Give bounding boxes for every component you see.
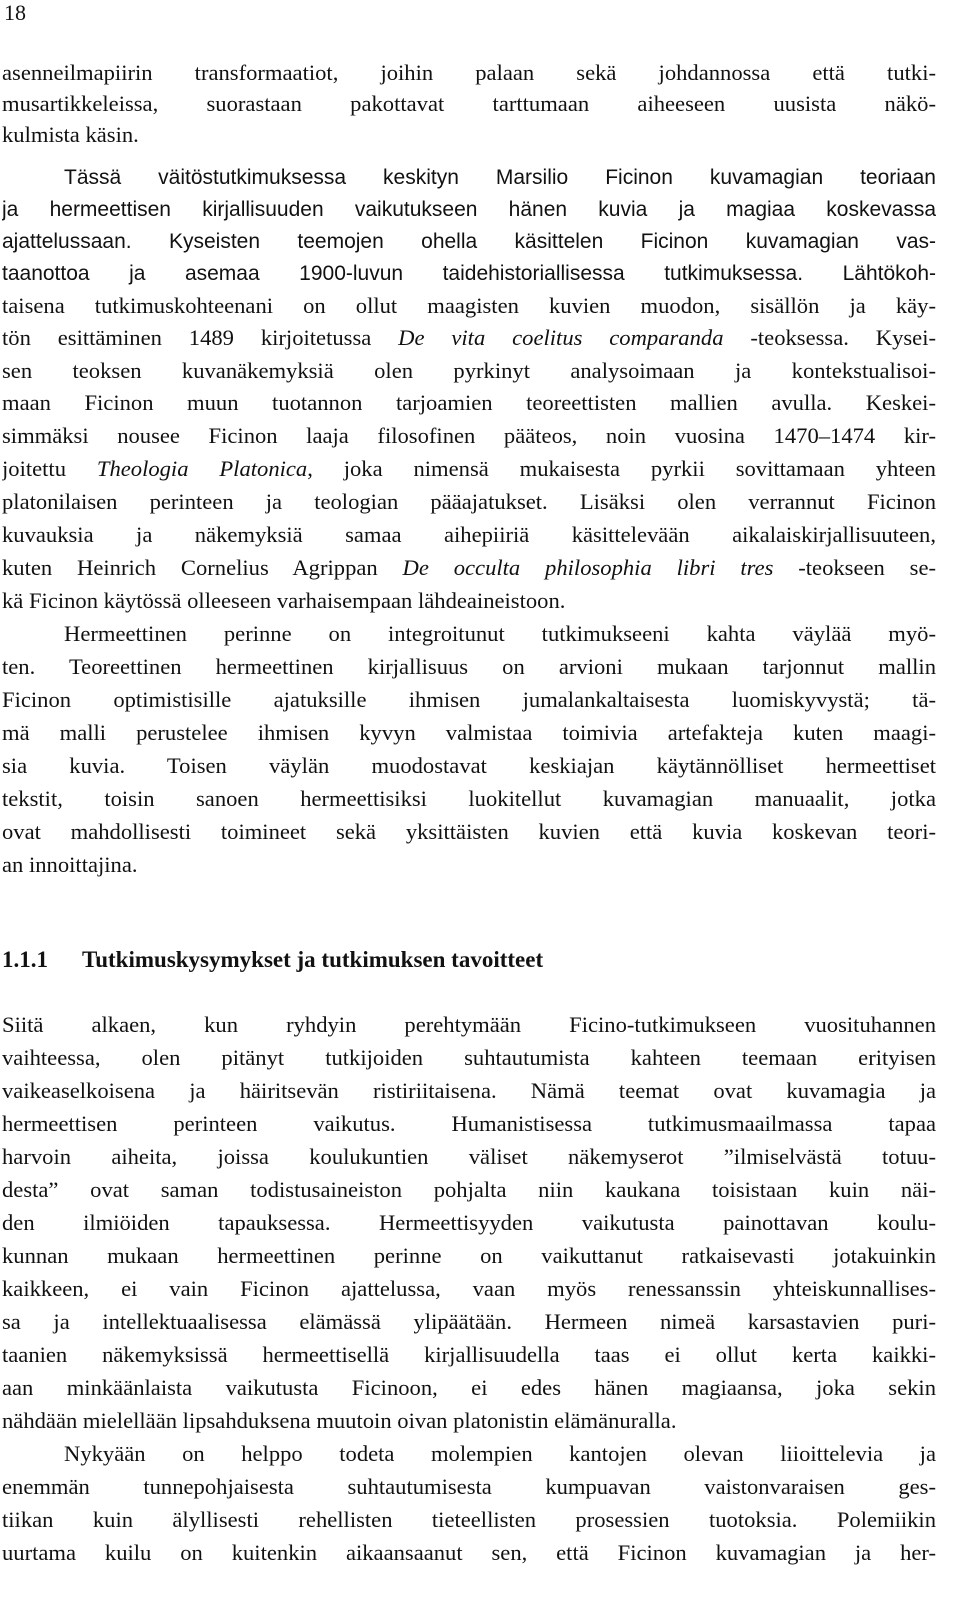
text-line: kuvauksia ja näkemyksiä samaa aihepiiriä käsittelevään aikalaiskirjallisuuteen, bbox=[2, 522, 936, 547]
text-line: ten. Teoreettinen hermeettinen kirjallisuus on arvioni mukaan tarjonnut mallin bbox=[2, 654, 936, 679]
section-title: Tutkimuskysymykset ja tutkimuksen tavoitteet bbox=[82, 947, 544, 972]
text-line: den ilmiöiden tapauksessa. Hermeettisyyden vaikutusta painottavan koulu- bbox=[2, 1210, 936, 1235]
text-line: enemmän tunnepohjaisesta suhtautumisesta kumpuavan vaistonvaraisen ges- bbox=[2, 1474, 936, 1499]
text-line: aan minkäänlaista vaikutusta Ficinoon, ei edes hänen magiaansa, joka sekin bbox=[2, 1375, 936, 1400]
text-segment: kuten Heinrich Cornelius Agrippan bbox=[2, 555, 403, 580]
text-line: an innoittajina. bbox=[2, 852, 138, 877]
text-line: hermeettisen perinteen vaikutus. Humanistisessa tutkimusmaailmassa tapaa bbox=[2, 1111, 936, 1136]
text-line: simmäksi nousee Ficinon laaja filosofinen pääteos, noin vuosina 1470–1474 kir- bbox=[2, 423, 936, 448]
text-segment: -teokseen se- bbox=[773, 555, 936, 580]
text-line: taanottoa ja asemaa 1900-luvun taidehistoriallisessa tutkimuksessa. Lähtökoh- bbox=[2, 262, 936, 285]
text-line: uurtama kuilu on kuitenkin aikaansaanut sen, että Ficinon kuvamagian ja her- bbox=[2, 1540, 936, 1565]
text-line: taisena tutkimuskohteenani on ollut maagisten kuvien muodon, sisällön ja käy- bbox=[2, 293, 936, 318]
text-line: Siitä alkaen, kun ryhdyin perehtymään Ficino-tutkimukseen vuosituhannen bbox=[2, 1012, 936, 1037]
text-line: kä Ficinon käytössä olleeseen varhaisempaan lähdeaineistoon. bbox=[2, 588, 566, 613]
text-line: musartikkeleissa, suorastaan pakottavat tarttumaan aiheeseen uusista näkö- bbox=[2, 91, 936, 116]
section-heading bbox=[2, 945, 936, 975]
text-segment: , joka nimensä mukaisesta pyrkii sovittamaan yhteen bbox=[307, 456, 936, 481]
text-line bbox=[2, 553, 936, 583]
section-number: 1.1.1 bbox=[2, 947, 48, 972]
text-line: maan Ficinon muun tuotannon tarjoamien teoreettisten mallien avulla. Keskei- bbox=[2, 390, 936, 415]
text-line: kaikkeen, ei vain Ficinon ajattelussa, vaan myös renessanssin yhteiskunnallises- bbox=[2, 1276, 936, 1301]
text-line: ja hermeettisen kirjallisuuden vaikutukseen hänen kuvia ja magiaa koskevassa bbox=[2, 198, 936, 221]
text-line: mä malli perustelee ihmisen kyvyn valmistaa toimivia artefakteja kuten maagi- bbox=[2, 720, 936, 745]
work-title: Theologia Platonica bbox=[96, 456, 308, 481]
text-line: vaikeaselkoisena ja häiritsevän ristiriitaisena. Nämä teemat ovat kuvamagia ja bbox=[2, 1078, 936, 1103]
text-line bbox=[2, 454, 936, 484]
text-segment: joitettu bbox=[2, 456, 97, 481]
text-line: Nykyään on helppo todeta molempien kantojen olevan liioittelevia ja bbox=[64, 1441, 936, 1466]
page-number: 18 bbox=[4, 0, 26, 25]
text-line: sa ja intellektuaalisessa elämässä ylipäätään. Hermeen nimeä karsastavien puri- bbox=[2, 1309, 936, 1334]
text-line: tiikan kuin älyllisesti rehellisten tieteellisten prosessien tuotoksia. Polemiikin bbox=[2, 1507, 936, 1532]
text-line: kunnan mukaan hermeettinen perinne on vaikuttanut ratkaisevasti jotakuinkin bbox=[2, 1243, 936, 1268]
text-line: Ficinon optimistisille ajatuksille ihmisen jumalankaltaisesta luomiskyvystä; tä- bbox=[2, 687, 936, 712]
text-line: tekstit, toisin sanoen hermeettisiksi luokitellut kuvamagian manuaalit, jotka bbox=[2, 786, 936, 811]
text-line: vaihteessa, olen pitänyt tutkijoiden suhtautumista kahteen teemaan erityisen bbox=[2, 1045, 936, 1070]
text-line: nähdään mielellään lipsahduksena muutoin oivan platonistin elämänuralla. bbox=[2, 1408, 677, 1433]
text-line: kulmista käsin. bbox=[2, 122, 139, 147]
text-line: harvoin aiheita, joissa koulukuntien väliset näkemyserot ”ilmiselvästä totuu- bbox=[2, 1144, 936, 1169]
text-segment: tön esittäminen 1489 kirjoitetussa bbox=[2, 325, 399, 350]
text-line: ajattelussaan. Kyseisten teemojen ohella käsittelen Ficinon kuvamagian vas- bbox=[2, 230, 936, 253]
text-line: taanien näkemyksissä hermeettisellä kirjallisuudella taas ei ollut kerta kaikki- bbox=[2, 1342, 936, 1367]
text-line: Tässä väitöstutkimuksessa keskityn Marsilio Ficinon kuvamagian teoriaan bbox=[64, 166, 936, 189]
work-title: De occulta philosophia libri tres bbox=[402, 555, 774, 580]
text-line bbox=[2, 323, 936, 353]
work-title: De vita coelitus comparanda bbox=[398, 325, 724, 350]
text-line: platonilaisen perinteen ja teologian pääajatukset. Lisäksi olen verrannut Ficinon bbox=[2, 489, 936, 514]
text-line: ovat mahdollisesti toimineet sekä yksittäisten kuvien että kuvia koskevan teori- bbox=[2, 819, 936, 844]
text-line: asenneilmapiirin transformaatiot, joihin palaan sekä johdannossa että tutki- bbox=[2, 60, 936, 85]
text-line: sia kuvia. Toisen väylän muodostavat keskiajan käytännölliset hermeettiset bbox=[2, 753, 936, 778]
text-line: Hermeettinen perinne on integroitunut tutkimukseeni kahta väylää myö- bbox=[64, 621, 936, 646]
text-line: desta” ovat saman todistusaineiston pohjalta niin kaukana toisistaan kuin näi- bbox=[2, 1177, 936, 1202]
text-line: sen teoksen kuvanäkemyksiä olen pyrkinyt analysoimaan ja kontekstualisoi- bbox=[2, 358, 936, 383]
text-segment: -teoksessa. Kysei- bbox=[723, 325, 936, 350]
